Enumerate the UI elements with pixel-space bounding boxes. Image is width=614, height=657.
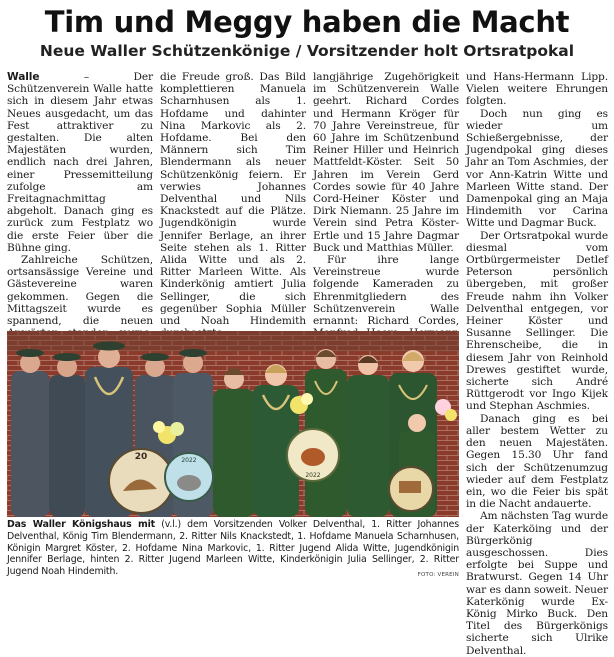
article-paragraph: Doch nun ging es wieder um Schießergebnisse, der Jugendpokal ging dieses Jahr an Tom Aschmies, der vor Ann-Katrin Witte und Marleen Witte stand. Der Damenpokal ging an Maja Hindemith vor Carina Witte und Dagmar Buck. [466,107,608,230]
target-disc-2 [165,453,213,501]
group-photo-illustration [7,331,459,517]
article-paragraph: langjährige Zugehörigkeit im Schützenverein Walle geehrt. Richard Cordes und Hermann Kröger für 70 Jahre Vereinstreue, für 60 Jahre im Schützenbund Reiner Hiller und Heinrich Mattfeldt-Köster. Seit 50 Jahren im Verein Gerd Cordes sowie für 40 Jahre Cord-Heiner Köster und Dirk Niemann. 25 Jahre im Verein sind Petra Köster-Ertle und 15 Jahre Dagmar Buck und Matthias Müller. [313,71,459,254]
article-paragraph: die Freude groß. Das Bild komplettieren Manuela Scharnhusen als 1. Hofdame und dahinter Nina Markovic als 2. Hofdame. Bei den Männern sich Tim Blendermann als neuer Schützenkönig feiern. Er verwies Johannes Delventhal und Nils Knackstedt auf die Plätze. Jugendkönigin wurde Jennifer Berlage, an ihrer Seite stehen als 1. Ritter Alida Witte und als 2. Ritter Marleen Witte. Als Kinderkönig amtiert Julia Sellinger, die sich gegenüber Sophia Müller und Noah Hindemith [160,71,306,328]
disc-year: 20 [134,452,148,462]
article-paragraph: und Hans-Hermann Lipp. Vielen weitere Ehrungen folgten. [466,71,608,108]
disc-year: 2022 [181,457,197,464]
dateline: Walle [7,71,40,83]
article-column-4 [466,71,608,657]
article-paragraph: Zahlreiche Schützen, ortsansässige Vereine und Gästevereine waren gekommen. Gegen die Mittagszeit wurde es spannend, die neuen [7,254,153,328]
target-disc-1 [109,449,173,513]
target-disc-4 [389,467,433,511]
photo-caption [7,519,459,582]
article-column-3 [313,71,459,352]
subheadline: Neue Waller Schützenkönige / Vorsitzender holt Ortsratpokal [39,42,575,60]
article-paragraph: Für ihre lange Vereinstreue wurde folgende Kameraden zu Ehrenmitgliedern des Schützenverein Walle ernannt: Richard Cordes, [313,254,459,328]
caption-text: (v.l.) dem Vorsitzenden Volker Delventhal, 1. Ritter Johannes Delventhal, König Tim Blendermann, 2. Ritter Nils Knackstedt, 1. Hofdame Manuela Scharnhusen, Königin Margret Köster, 2. Hofdame Nina Markovic, 1. Ritter Jugend Alida Witte, Jugendkönigin Jennifer Berlage, hinten 2. Ritter Jugend Marleen Witte, Kinderkönigin Julia Sellinger, 2. Ritter Jugend Noah Hindemith. [7,519,459,578]
caption-lead: Das Waller Königshaus mit [7,519,155,530]
photo-credit: FOTO: VEREIN [417,572,459,579]
article-paragraph: Am nächsten Tag wurde der Katerköing und der Bürgerkönig ausgeschossen. Dies erfolgte bei Suppe und Bratwurst. Gegen 14 Uhr war es dann soweit. Neuer Katerkönig wurde Ex-König Mirko Buck. Den Titel des Bürgerkönigs sicherte sich Ulrike Delventhal. [466,510,608,657]
article-paragraph: Der Ortsratpokal wurde diesmal vom Ortbürgermeister Detlef Peterson persönlich übergeben, mit großer Freude nahm ihn Volker Delventhal entgegen, vor Heiner Köster und Susanne Sellinger. Die Ehrenscheibe, die in diesem Jahr von Reinhold Drewes gestiftet wurde, sicherte sich André Rüttgerodt vor Ingo Kijek und Stephan Aschmies. [466,229,608,413]
target-disc-3 [287,429,339,481]
headline: Tim und Meggy haben die Macht [44,5,570,39]
article-paragraph: Danach ging es bei aller bestem Wetter zu den neuen Majestäten. Gegen 15.30 Uhr fand sich der Schützenumzug wieder auf dem Festplatz ein, wo die Feier bis spät in die Nacht andauerte. [466,412,608,511]
article-paragraph: Walle – Der Schützenverein Walle hatte sich in diesem Jahr etwas Neues ausgedacht, um das Fest attraktiver zu gestalten. Die alten Majestäten wurden, endlich nach drei Jahren, einer Pressemitteilung zufolge am Freitagnachmittag abgeholt. Danach ging es zurück zum Festplatz wo die erste Feier über die Bühne ging. [7,71,153,254]
group-photo [7,331,459,517]
disc-year: 2022 [305,472,321,479]
